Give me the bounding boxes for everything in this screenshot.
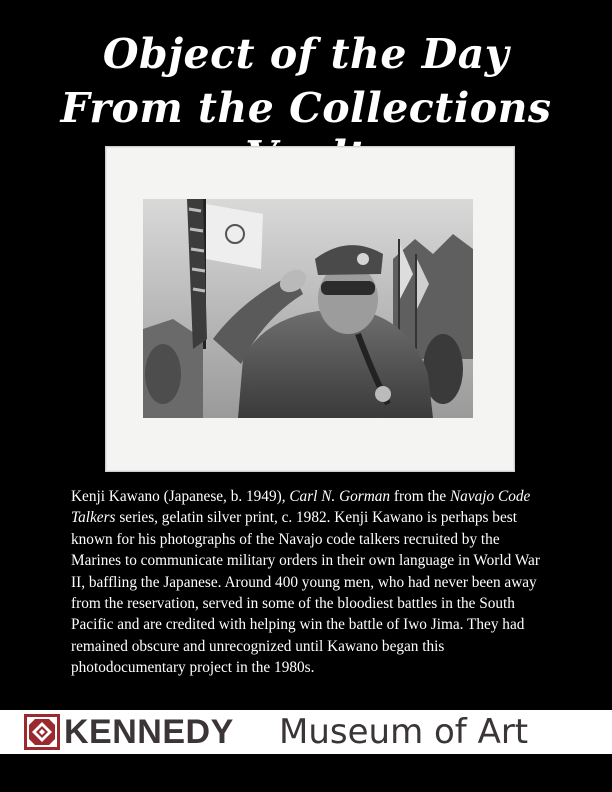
caption-series: Navajo Code Talkers xyxy=(71,488,531,527)
object-caption xyxy=(71,486,549,679)
logo-museum-of-art-wordmark: Museum of Art xyxy=(279,712,529,752)
saluting-veteran-photo-icon xyxy=(143,199,473,418)
caption-artwork-title: Carl N. Gorman xyxy=(289,488,391,505)
photo-mat-frame xyxy=(105,146,515,472)
header-title-line2: From the Collections xyxy=(60,84,552,132)
museum-logo-bar xyxy=(0,710,612,754)
caption-body: series, gelatin silver print, c. 1982. Kenji Kawano is perhaps best known for his photographs of the Navajo code talkers recruited by the Marines to communicate military orders in their own language in World War II, baffling the Japanese. Around 400 young men, who had never been away from the reservation, served in some of the bloodiest battles in the South Pacific and are credited with helping win the battle of Iwo Jima. They had remained obscure and unrecognized until Kawano began this photodocumentary project in the 1980s. xyxy=(71,509,540,677)
header-title-line1: Object of the Day xyxy=(102,30,510,78)
featured-photograph xyxy=(143,199,473,418)
logo-kennedy-wordmark: KENNEDY xyxy=(64,713,234,751)
caption-artist: Kenji Kawano (Japanese, b. 1949), xyxy=(71,488,290,505)
caption-from-the: from the xyxy=(390,488,450,505)
kennedy-museum-emblem-icon xyxy=(24,714,60,750)
